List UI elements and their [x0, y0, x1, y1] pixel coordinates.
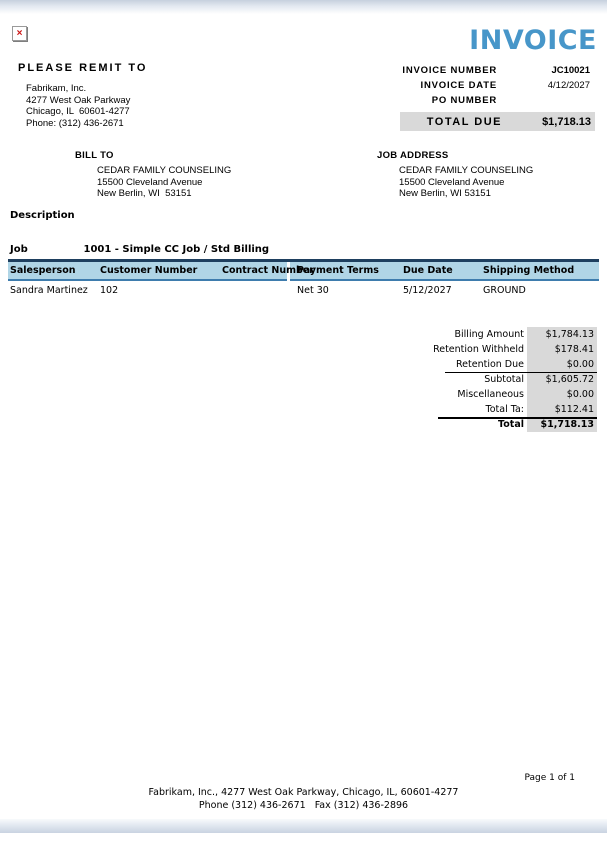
top-gradient-bar [0, 0, 607, 14]
total-due-label: TOTAL DUE [426, 115, 502, 128]
totals-row-total [380, 417, 597, 432]
invoice-date-label: INVOICE DATE [420, 80, 497, 91]
job-address-line: New Berlin, WI 53151 [399, 188, 491, 199]
cell-due-date: 5/12/2027 [403, 285, 452, 296]
job-value: 1001 - Simple CC Job / Std Billing [83, 244, 270, 255]
remit-to-address [18, 83, 147, 129]
invoice-meta [290, 63, 590, 108]
description-heading: Description [10, 210, 75, 221]
cell-customer-number: 102 [100, 285, 119, 296]
cell-shipping-method: GROUND [483, 285, 526, 296]
totals-value: $1,718.13 [527, 417, 597, 432]
totals-value: $112.41 [527, 402, 597, 417]
cell-salesperson: Sandra Martinez [10, 285, 88, 296]
total-separator-line [438, 417, 597, 419]
totals-row-retention-due [380, 357, 597, 372]
totals-row-retention-withheld [380, 342, 597, 357]
table-row [8, 283, 599, 297]
totals-label: Retention Due [455, 359, 524, 370]
remit-address-line: Chicago, IL 60601-4277 [26, 106, 130, 117]
col-header-payment-terms: Payment Terms [297, 265, 379, 276]
invoice-number-row [290, 63, 590, 78]
bill-to-address [75, 165, 231, 200]
totals-value: $178.41 [527, 342, 597, 357]
job-address-heading: JOB ADDRESS [377, 150, 449, 161]
col-header-due-date: Due Date [403, 265, 453, 276]
remit-address-line: 4277 West Oak Parkway [26, 94, 131, 106]
bill-to-heading: BILL TO [75, 150, 114, 161]
totals-label: Miscellaneous [457, 389, 524, 400]
totals-row-billing-amount [380, 327, 597, 342]
invoice-number-label: INVOICE NUMBER [402, 65, 497, 76]
job-address-line: 15500 Cleveland Avenue [399, 176, 505, 188]
job-row [10, 244, 269, 255]
subtotal-separator-line [445, 372, 597, 373]
job-address-lines [377, 165, 533, 200]
totals-value: $1,784.13 [527, 327, 597, 342]
totals-label: Total Ta: [485, 404, 524, 415]
remit-address-line: Phone: (312) 436-2671 [26, 117, 124, 129]
total-due-bar [400, 112, 595, 131]
totals-section [380, 327, 597, 432]
cell-payment-terms: Net 30 [297, 285, 329, 296]
total-due-value: $1,718.13 [542, 115, 591, 128]
bottom-gradient-bar [0, 819, 607, 833]
totals-row-subtotal [380, 372, 597, 387]
totals-value: $0.00 [527, 387, 597, 402]
totals-row-miscellaneous [380, 387, 597, 402]
col-header-contract-number: Contract Number [222, 265, 314, 276]
po-number-label: PO NUMBER [431, 95, 497, 106]
bill-to-line: New Berlin, WI 53151 [97, 188, 192, 199]
invoice-title: INVOICE [469, 25, 597, 56]
col-header-shipping-method: Shipping Method [483, 265, 575, 276]
remit-to-section [18, 62, 147, 129]
invoice-date-value: 4/12/2027 [547, 80, 590, 91]
remit-address-line: Fabrikam, Inc. [26, 83, 87, 94]
col-header-customer-number: Customer Number [100, 265, 198, 276]
totals-label: Subtotal [484, 374, 524, 385]
footer-company-line: Fabrikam, Inc., 4277 West Oak Parkway, Chicago, IL, 60601-4277 [148, 787, 459, 798]
job-label: Job [10, 244, 28, 255]
totals-label: Total [498, 419, 524, 430]
footer-phone-line: Phone (312) 436-2671 Fax (312) 436-2896 [198, 800, 409, 811]
broken-image-glyph: × [16, 27, 23, 39]
totals-label: Billing Amount [454, 329, 524, 340]
remit-to-heading: PLEASE REMIT TO [18, 62, 148, 74]
invoice-number-value: JC10021 [551, 65, 590, 76]
totals-value: $0.00 [527, 357, 597, 372]
totals-row-total-tax [380, 402, 597, 417]
broken-image-icon [12, 26, 27, 41]
invoice-date-row [290, 78, 590, 93]
job-address-line: CEDAR FAMILY COUNSELING [399, 165, 534, 176]
totals-label: Retention Withheld [433, 344, 524, 355]
bill-to-line: CEDAR FAMILY COUNSELING [97, 165, 232, 176]
bill-to-line: 15500 Cleveland Avenue [97, 176, 203, 188]
po-number-row [290, 93, 590, 108]
bill-to-section [75, 150, 231, 200]
job-address-section [377, 150, 533, 200]
totals-value: $1,605.72 [527, 372, 597, 387]
col-header-salesperson: Salesperson [10, 265, 76, 276]
table-header [8, 262, 599, 281]
page-number: Page 1 of 1 [524, 773, 575, 783]
